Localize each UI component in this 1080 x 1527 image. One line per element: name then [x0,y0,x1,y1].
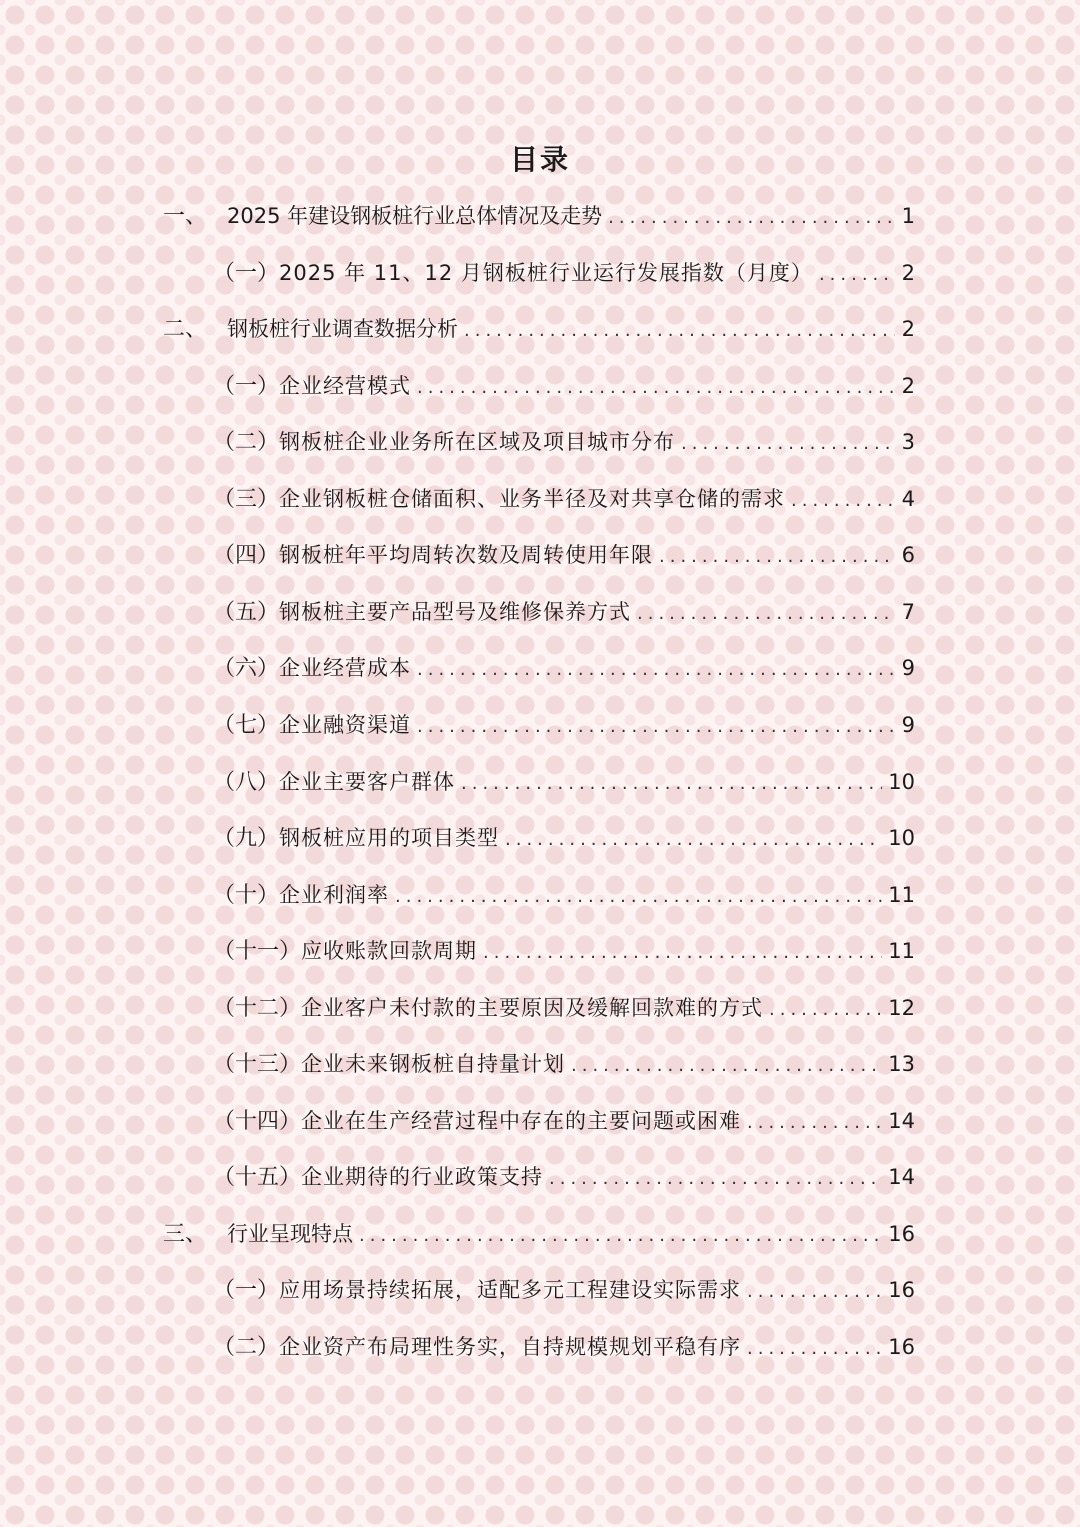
toc-entry-page: 2 [901,261,915,285]
toc-entry-number: 一、 [163,204,208,229]
toc-entry-number: （十四） [213,1109,302,1134]
toc-leader-dots [359,1219,882,1253]
toc-entry-text: 企业主要客户群体 [279,770,456,794]
toc-leader-dots [637,597,895,631]
toc-entry-page: 13 [888,1052,915,1076]
toc-entry-text: 2025 年 11、12 月钢板桩行业运行发展指数（月度） [279,261,813,285]
toc-entry-text: 钢板桩年平均周转次数及周转使用年限 [279,543,654,567]
toc-leader-dots [461,767,882,801]
toc-entry-text: 钢板桩企业业务所在区域及项目城市分布 [279,430,676,454]
toc-entry-number: （十五） [213,1165,302,1190]
toc-entry[interactable] [213,765,915,799]
toc-entry-number: （二） [213,430,280,455]
toc-entry-text: 钢板桩主要产品型号及维修保养方式 [279,600,632,624]
toc-entry-text: 应用场景持续拓展，适配多元工程建设实际需求 [279,1278,742,1302]
toc-leader-dots [769,993,882,1027]
toc-entry-number: （一） [213,261,280,286]
toc-entry-number: 二、 [163,317,208,342]
toc-entry-text: 企业钢板桩仓储面积、业务半径及对共享仓储的需求 [279,487,786,511]
toc-leader-dots [747,1332,882,1366]
toc-entry-number: （二） [213,1335,280,1360]
toc-entry-number: （十一） [213,939,302,964]
toc-entry-page: 4 [901,487,915,511]
toc-entry-number: （十三） [213,1052,302,1077]
toc-entry-number: （十） [213,883,280,908]
toc-entry[interactable] [163,312,915,346]
toc-entry-page: 2 [901,317,915,341]
toc-entry-text: 企业未来钢板桩自持量计划 [301,1052,566,1076]
toc-entry-number: （五） [213,600,280,625]
toc-leader-dots [747,1275,882,1309]
toc-entry-text: 企业经营模式 [279,374,412,398]
toc-entry-page: 3 [901,430,915,454]
toc-entry-text: 企业客户未付款的主要原因及缓解回款难的方式 [301,996,764,1020]
toc-entry-text: 钢板桩应用的项目类型 [279,826,500,850]
toc-entry-text: 2025 年建设钢板桩行业总体情况及走势 [227,204,603,228]
toc-entry-page: 10 [888,770,915,794]
toc-leader-dots [505,823,882,857]
toc-entry-number: （三） [213,487,280,512]
toc-entry[interactable] [213,934,915,968]
toc-entry[interactable] [213,369,915,403]
toc-leader-dots [608,201,895,235]
toc-leader-dots [417,710,895,744]
toc-entry-page: 10 [888,826,915,850]
toc-entry[interactable] [213,425,915,459]
toc-entry[interactable] [213,1160,915,1194]
toc-entry-text: 应收账款回款周期 [301,939,478,963]
toc-leader-dots [659,540,895,574]
toc-entry-number: （四） [213,543,280,568]
toc-entry[interactable] [163,199,915,233]
toc-entry[interactable] [213,1273,915,1307]
toc-entry-page: 6 [901,543,915,567]
toc-entry[interactable] [213,538,915,572]
toc-entry-page: 16 [888,1278,915,1302]
toc-entry-text: 企业经营成本 [279,656,412,680]
toc-entry[interactable] [213,1330,915,1364]
toc-entry-text: 企业在生产经营过程中存在的主要问题或困难 [301,1109,742,1133]
toc-entry-page: 11 [888,939,915,963]
toc-entry-number: （七） [213,713,280,738]
toc-entry-number: （一） [213,1278,280,1303]
toc-entry-page: 7 [901,600,915,624]
toc-entry[interactable] [163,1217,915,1251]
toc-leader-dots [483,936,882,970]
toc-entry-page: 9 [901,713,915,737]
toc-entry-page: 16 [888,1222,915,1246]
toc-entry[interactable] [213,708,915,742]
toc-entry-number: （一） [213,374,280,399]
toc-entry-page: 12 [888,996,915,1020]
toc-entry-page: 14 [888,1165,915,1189]
toc-title: 目录 [509,143,570,176]
toc-entry[interactable] [213,1047,915,1081]
toc-entry-page: 11 [888,883,915,907]
toc-entry-page: 14 [888,1109,915,1133]
toc-leader-dots [791,484,895,518]
toc-leader-dots [417,653,895,687]
toc-entry-number: 三、 [163,1222,208,1247]
toc-entry-text: 企业融资渠道 [279,713,412,737]
toc-entry-text: 行业呈现特点 [227,1222,353,1246]
toc-entry-number: （十二） [213,996,302,1021]
toc-entry-number: （八） [213,770,280,795]
toc-entry[interactable] [213,991,915,1025]
toc-entry-page: 2 [901,374,915,398]
toc-entry-number: （六） [213,656,280,681]
toc-entry-page: 9 [901,656,915,680]
toc-leader-dots [417,371,895,405]
toc-entry-text: 企业利润率 [279,883,390,907]
toc-leader-dots [464,314,895,348]
toc-entry[interactable] [213,482,915,516]
toc-entry-text: 企业资产布局理性务实，自持规模规划平稳有序 [279,1335,742,1359]
toc-entry[interactable] [213,595,915,629]
toc-entry[interactable] [213,821,915,855]
toc-leader-dots [819,258,895,292]
toc-entry-text: 企业期待的行业政策支持 [301,1165,544,1189]
toc-entry-page: 16 [888,1335,915,1359]
toc-entry[interactable] [213,256,915,290]
toc-entry-number: （九） [213,826,280,851]
toc-entry[interactable] [213,1104,915,1138]
toc-entry[interactable] [213,651,915,685]
toc-entry[interactable] [213,878,915,912]
toc-leader-dots [571,1049,882,1083]
toc-leader-dots [549,1162,882,1196]
toc-leader-dots [395,880,882,914]
toc-entry-page: 1 [901,204,915,228]
toc-leader-dots [681,427,895,461]
toc-leader-dots [747,1106,882,1140]
toc-entry-text: 钢板桩行业调查数据分析 [227,317,458,341]
